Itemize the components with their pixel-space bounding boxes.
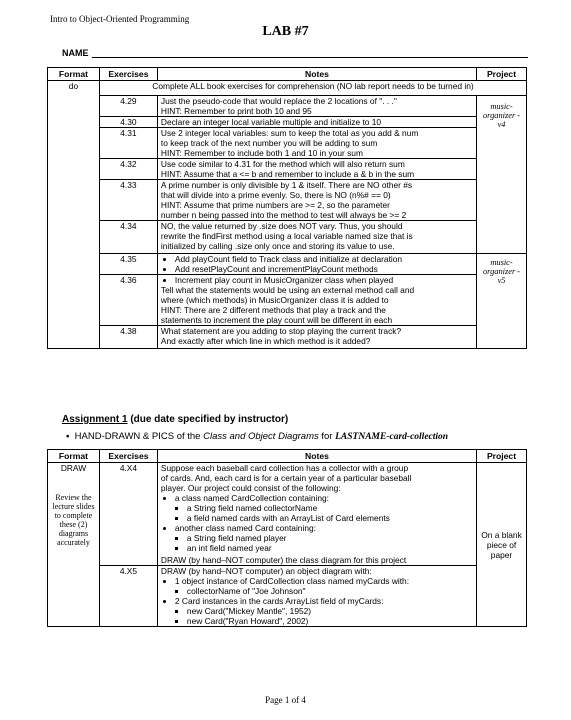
note-line: Just the pseudo-code that would replace the 2 locations of ". . ." [160, 96, 397, 106]
format-cell: do [48, 81, 100, 349]
table-row [48, 221, 527, 254]
note-line: • Add playCount field to Track class and initialize at declaration [175, 254, 473, 264]
format-cell [48, 463, 100, 627]
note-line: A prime number is only divisible by 1 & itself. There are NO other #s [160, 180, 413, 190]
table-row [48, 180, 527, 221]
note-line: ▪ a field named cards with an ArrayList of Card elements [187, 513, 473, 523]
project-cell: On a blank piece of paper [477, 463, 527, 627]
table-row [48, 566, 527, 627]
note-line: ▪ an int field named year [187, 543, 473, 553]
table-header-row [48, 68, 527, 81]
header-notes: Notes [157, 68, 476, 81]
note-line: of cards. And, each card is for a certain year of a particular baseball [160, 473, 412, 483]
table-row [48, 275, 527, 326]
page-footer: Page 1 of 4 [265, 695, 306, 705]
note-line: • 1 object instance of CardCollection class named myCards with: [175, 576, 473, 586]
note-cell [157, 180, 476, 221]
project-v4: music-organizer -v4 [477, 96, 527, 254]
exercise-number: 4.X5 [99, 566, 157, 627]
note-cell [157, 221, 476, 254]
note-cell [157, 117, 476, 128]
lab-table [47, 67, 527, 349]
note-line: player. Our project could consist of the following: [160, 483, 341, 493]
note-cell [157, 96, 476, 117]
note-line: ▪ collectorName of "Joe Johnson" [187, 586, 473, 596]
exercise-number: 4.X4 [99, 463, 157, 566]
exercise-number: 4.38 [99, 326, 157, 349]
assignment-bullet-project: LASTNAME-card-collection [335, 432, 449, 442]
header-exercises: Exercises [99, 450, 157, 463]
exercise-number: 4.29 [99, 96, 157, 117]
assignment-table [47, 449, 527, 627]
note-cell [157, 566, 476, 627]
note-line: that will divide into a prime evenly. So, there is NO (n%# == 0) [160, 190, 391, 200]
assignment-subtitle: (due date specified by instructor) [127, 414, 289, 425]
note-line: NO, the value returned by .size does NOT vary. Thus, you should [160, 221, 403, 231]
name-label: NAME [62, 48, 89, 58]
intro-note: Complete ALL book exercises for comprehension (NO lab report needs to be turned in) [99, 81, 526, 96]
note-line: HINT: Remember to include both 1 and 10 in your sum [160, 148, 363, 158]
note-line: HINT: There are 2 different methods that play a track and the [160, 305, 386, 315]
note-line: Tell what the statements would be using an external method call and [160, 285, 415, 295]
note-line: • a class named CardCollection containing: [175, 493, 473, 503]
note-line: rewrite the findFirst method using a local variable named size that is [160, 231, 413, 241]
note-cell [157, 463, 476, 566]
note-line: where (which methods) in MusicOrganizer class it is added to [160, 295, 389, 305]
assignment-title: Assignment 1 [62, 414, 128, 425]
note-line: to keep track of the next number you will be adding to sum [160, 138, 378, 148]
note-cell [157, 254, 476, 275]
table-row [48, 128, 527, 159]
exercise-number: 4.33 [99, 180, 157, 221]
note-cell [157, 128, 476, 159]
note-line: Use code similar to 4.31 for the method which will also return sum [160, 159, 405, 169]
table-row [48, 254, 527, 275]
table-row [48, 159, 527, 180]
assignment-bullet-italic: Class and Object Diagrams [203, 431, 319, 442]
assignment-bullet: ▪ HAND-DRAWN & PICS of the Class and Object Diagrams for LASTNAME-card-collection [66, 431, 449, 442]
header-format: Format [48, 68, 100, 81]
note-line: statements to increment the play count will be different in each [160, 315, 393, 325]
note-line: ▪ new Card("Ryan Howard", 2002) [187, 616, 473, 626]
exercise-number: 4.35 [99, 254, 157, 275]
note-line: ▪ new Card("Mickey Mantle", 1952) [187, 606, 473, 616]
exercise-number: 4.32 [99, 159, 157, 180]
note-cell [157, 326, 476, 349]
note-line: DRAW (by hand–NOT computer) the class diagram for this project [160, 555, 407, 565]
note-line: HINT: Assume that a <= b and remember to include a & b in the sum [160, 169, 415, 179]
note-line: Declare an integer local variable multiple and initialize to 10 [160, 117, 382, 127]
project-v5: music-organizer -v5 [477, 254, 527, 349]
exercise-number: 4.30 [99, 117, 157, 128]
note-cell [157, 159, 476, 180]
note-line: Use 2 integer local variables: sum to keep the total as you add & num [160, 128, 419, 138]
header-project: Project [477, 450, 527, 463]
table-row [48, 96, 527, 117]
assignment-bullet-mid: for [318, 431, 336, 442]
table-row [48, 81, 527, 96]
table-header-row [48, 450, 527, 463]
note-line: • another class named Card containing: [175, 523, 473, 533]
table-row [48, 326, 527, 349]
exercise-number: 4.36 [99, 275, 157, 326]
note-line: number n being passed into the method to test will always be >= 2 [160, 210, 407, 220]
exercise-number: 4.34 [99, 221, 157, 254]
note-line: • Increment play count in MusicOrganizer class when played [175, 275, 473, 285]
note-cell [157, 275, 476, 326]
format-note: Review the lecture slides to complete these (2) diagrams accurately [52, 493, 95, 547]
assignment-heading [62, 414, 288, 425]
assignment-bullet-prefix: HAND-DRAWN & PICS of the [74, 431, 204, 442]
note-line: DRAW (by hand–NOT computer) an object diagram with: [160, 566, 372, 576]
note-line: Suppose each baseball card collection has a collector with a group [160, 463, 409, 473]
format-value: DRAW [60, 463, 87, 473]
table-row [48, 117, 527, 128]
table-row [48, 463, 527, 566]
header-exercises: Exercises [99, 68, 157, 81]
note-line: HINT: Assume that prime numbers are >= 2, so the parameter [160, 200, 390, 210]
note-line: • Add resetPlayCount and incrementPlayCount methods [175, 264, 473, 274]
name-line [92, 57, 528, 58]
note-line: ▪ a String field named collectorName [187, 503, 473, 513]
exercise-number: 4.31 [99, 128, 157, 159]
header-project: Project [477, 68, 527, 81]
note-line: And exactly after which line in which method is it added? [160, 336, 371, 346]
note-line: HINT: Remember to print both 10 and 95 [160, 106, 312, 116]
lab-title: LAB #7 [262, 24, 309, 39]
header-notes: Notes [157, 450, 476, 463]
course-title: Intro to Object-Oriented Programming [50, 14, 190, 24]
note-line: • 2 Card instances in the cards ArrayList field of myCards: [175, 596, 473, 606]
note-line: What statement are you adding to stop playing the current track? [160, 326, 402, 336]
note-line: ▪ a String field named player [187, 533, 473, 543]
note-line: initialized by calling .size only once and storing its value to use. [160, 241, 395, 251]
header-format: Format [48, 450, 100, 463]
